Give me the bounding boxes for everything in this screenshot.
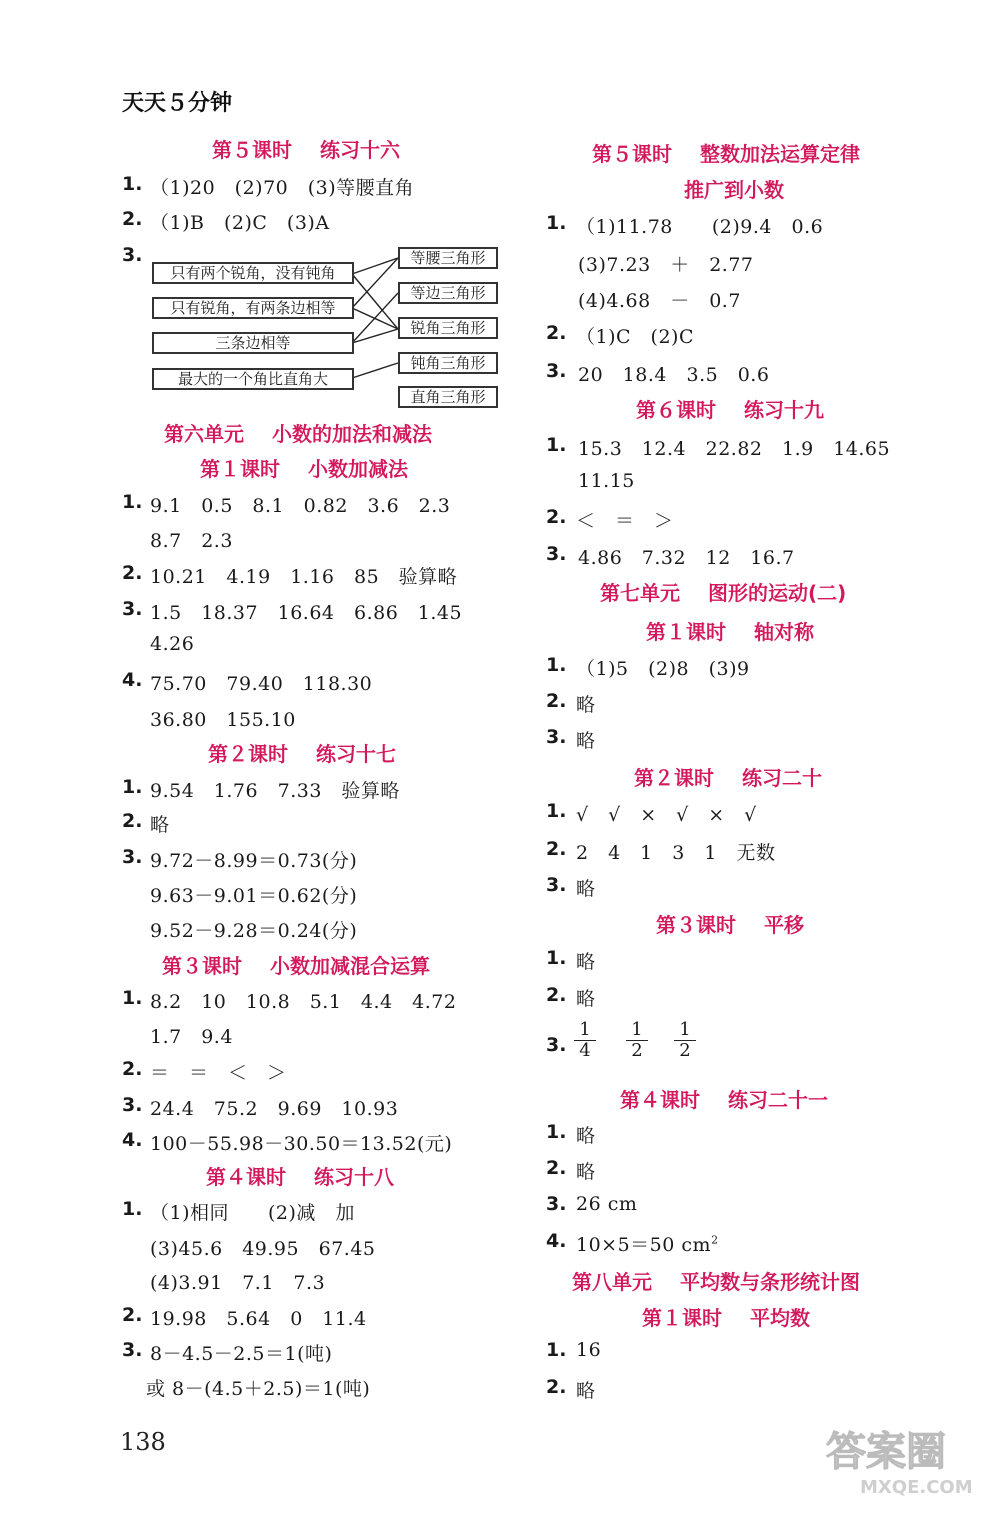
answer-line: 略 bbox=[576, 1125, 596, 1147]
lesson-heading: 第４课时 练习十八 bbox=[206, 1165, 394, 1189]
item-number: 3. bbox=[122, 244, 143, 266]
item-number: 4. bbox=[546, 1230, 567, 1252]
answer-line: 或 8－(4.5＋2.5)＝1(吨) bbox=[146, 1378, 371, 1400]
item-number: 1. bbox=[122, 776, 143, 798]
match-right-box: 直角三角形 bbox=[398, 386, 498, 408]
answer-line: （1)C (2)C bbox=[576, 326, 694, 348]
lesson-heading-cont: 推广到小数 bbox=[684, 178, 784, 202]
item-number: 1. bbox=[546, 800, 567, 822]
answer-line: 9.52－9.28＝0.24(分) bbox=[150, 920, 358, 942]
page-number: 138 bbox=[120, 1428, 166, 1456]
lesson-heading: 第２课时 练习二十 bbox=[634, 766, 822, 790]
answer-line: √ √ × √ × √ bbox=[576, 804, 757, 826]
answer-line: 19.98 5.64 0 11.4 bbox=[150, 1308, 367, 1330]
unit-heading: 第七单元 图形的运动(二) bbox=[600, 581, 847, 605]
fraction: $\frac{1}{4}$ bbox=[574, 1020, 596, 1061]
answer-line: (4)3.91 7.1 7.3 bbox=[150, 1272, 326, 1294]
answer-line: (4)4.68 － 0.7 bbox=[578, 290, 741, 312]
answer-line: 24.4 75.2 9.69 10.93 bbox=[150, 1098, 399, 1120]
match-left-box: 只有两个锐角，没有钝角 bbox=[152, 262, 354, 284]
item-number: 2. bbox=[122, 1304, 143, 1326]
item-number: 2. bbox=[122, 810, 143, 832]
answer-line: 2 4 1 3 1 无数 bbox=[576, 842, 776, 864]
match-right-box: 锐角三角形 bbox=[398, 317, 498, 339]
item-number: 3. bbox=[122, 846, 143, 868]
answer-line: 15.3 12.4 22.82 1.9 14.65 bbox=[578, 438, 891, 460]
item-number: 1. bbox=[122, 173, 143, 195]
unit-heading: 第八单元 平均数与条形统计图 bbox=[572, 1270, 860, 1294]
answer-line: （1)B (2)C (3)A bbox=[150, 212, 330, 234]
lesson-heading: 第３课时 小数加减混合运算 bbox=[162, 954, 430, 978]
answer-line: 4.86 7.32 12 16.7 bbox=[578, 547, 795, 569]
item-number: 1. bbox=[546, 1339, 567, 1361]
item-number: 4. bbox=[122, 1129, 143, 1151]
match-left-box: 最大的一个角比直角大 bbox=[152, 368, 354, 390]
answer-line: 略 bbox=[576, 878, 596, 900]
match-left-box: 三条边相等 bbox=[152, 332, 354, 354]
item-number: 1. bbox=[546, 212, 567, 234]
lesson-heading: 第１课时 轴对称 bbox=[646, 620, 814, 644]
item-number: 3. bbox=[122, 1094, 143, 1116]
item-number: 1. bbox=[546, 947, 567, 969]
lesson-heading: 第３课时 平移 bbox=[656, 913, 804, 937]
watermark-text: 答案圈 bbox=[826, 1429, 946, 1475]
answer-line: 略 bbox=[576, 694, 596, 716]
answer-line: ＝ ＝ ＜ ＞ bbox=[150, 1062, 287, 1084]
answer-line: （1)20 (2)70 (3)等腰直角 bbox=[150, 177, 415, 199]
item-number: 3. bbox=[546, 874, 567, 896]
item-number: 2. bbox=[546, 506, 567, 528]
item-number: 2. bbox=[546, 838, 567, 860]
item-number: 2. bbox=[122, 208, 143, 230]
item-number: 3. bbox=[546, 726, 567, 748]
item-number: 2. bbox=[546, 1157, 567, 1179]
answer-line: 75.70 79.40 118.30 bbox=[150, 673, 373, 695]
answer-line: 4.26 bbox=[150, 633, 195, 655]
item-number: 2. bbox=[546, 322, 567, 344]
item-number: 1. bbox=[546, 434, 567, 456]
lesson-heading: 第１课时 平均数 bbox=[642, 1306, 810, 1330]
answer-line: 8.7 2.3 bbox=[150, 530, 233, 552]
answer-line: 26 cm bbox=[576, 1193, 638, 1215]
watermark-url: MXQE.COM bbox=[860, 1477, 973, 1498]
fraction: $\frac{1}{2}$ bbox=[674, 1020, 696, 1061]
item-number: 3. bbox=[546, 360, 567, 382]
lesson-heading: 第５课时 练习十六 bbox=[212, 138, 400, 162]
item-number: 1. bbox=[546, 654, 567, 676]
answer-line: 10.21 4.19 1.16 85 验算略 bbox=[150, 566, 458, 588]
answer-line: 略 bbox=[576, 730, 596, 752]
match-left-box: 只有锐角，有两条边相等 bbox=[152, 297, 354, 319]
watermark-logo bbox=[820, 1413, 980, 1503]
item-number: 1. bbox=[546, 1121, 567, 1143]
item-number: 3. bbox=[546, 1034, 567, 1056]
lesson-heading: 第５课时 整数加法运算定律 bbox=[592, 142, 860, 166]
answer-line: （1)11.78 (2)9.4 0.6 bbox=[576, 216, 824, 238]
lesson-heading: 第１课时 小数加减法 bbox=[200, 457, 408, 481]
answer-line: 9.72－8.99＝0.73(分) bbox=[150, 850, 358, 872]
answer-line: (3)7.23 ＋ 2.77 bbox=[578, 254, 754, 276]
unit-heading: 第六单元 小数的加法和减法 bbox=[164, 422, 432, 446]
answer-line: 8.2 10 10.8 5.1 4.4 4.72 bbox=[150, 991, 457, 1013]
match-right-box: 等腰三角形 bbox=[398, 247, 498, 269]
fraction: $\frac{1}{2}$ bbox=[626, 1020, 648, 1061]
book-series-title: 天天５分钟 bbox=[122, 91, 233, 116]
answer-line: （1)5 (2)8 (3)9 bbox=[576, 658, 750, 680]
item-number: 3. bbox=[546, 543, 567, 565]
answer-line: 略 bbox=[576, 951, 596, 973]
answer-line: 11.15 bbox=[578, 470, 635, 492]
item-number: 2. bbox=[546, 984, 567, 1006]
item-number: 2. bbox=[546, 690, 567, 712]
answer-line: 1.5 18.37 16.64 6.86 1.45 bbox=[150, 602, 463, 624]
lesson-heading: 第６课时 练习十九 bbox=[636, 398, 824, 422]
answer-line: 10×5＝50 $cm^2$ bbox=[576, 1233, 719, 1256]
item-number: 4. bbox=[122, 669, 143, 691]
item-number: 1. bbox=[122, 491, 143, 513]
answer-line: 略 bbox=[576, 1380, 596, 1402]
answer-line: 100－55.98－30.50＝13.52(元) bbox=[150, 1133, 453, 1155]
lesson-heading: 第４课时 练习二十一 bbox=[620, 1088, 828, 1112]
answer-line: 36.80 155.10 bbox=[150, 709, 296, 731]
answer-line: 20 18.4 3.5 0.6 bbox=[578, 364, 770, 386]
item-number: 3. bbox=[122, 1339, 143, 1361]
item-number: 3. bbox=[546, 1193, 567, 1215]
item-number: 2. bbox=[546, 1376, 567, 1398]
answer-line: 略 bbox=[576, 1161, 596, 1183]
answer-line: （1)相同 (2)减 加 bbox=[150, 1202, 355, 1224]
answer-line: 1.7 9.4 bbox=[150, 1026, 233, 1048]
item-number: 2. bbox=[122, 562, 143, 584]
item-number: 3. bbox=[122, 598, 143, 620]
answer-line: 9.54 1.76 7.33 验算略 bbox=[150, 780, 400, 802]
answer-line: (3)45.6 49.95 67.45 bbox=[150, 1238, 376, 1260]
lesson-heading: 第２课时 练习十七 bbox=[208, 742, 396, 766]
answer-line: 略 bbox=[150, 814, 170, 836]
match-right-box: 钝角三角形 bbox=[398, 352, 498, 374]
match-right-box: 等边三角形 bbox=[398, 282, 498, 304]
answer-line: 16 bbox=[576, 1339, 602, 1361]
answer-line: 9.63－9.01＝0.62(分) bbox=[150, 885, 358, 907]
item-number: 1. bbox=[122, 1198, 143, 1220]
item-number: 1. bbox=[122, 987, 143, 1009]
answer-line: 略 bbox=[576, 988, 596, 1010]
answer-line: 9.1 0.5 8.1 0.82 3.6 2.3 bbox=[150, 495, 451, 517]
item-number: 2. bbox=[122, 1058, 143, 1080]
answer-line: 8－4.5－2.5＝1(吨) bbox=[150, 1343, 333, 1365]
answer-line: ＜ ＝ ＞ bbox=[576, 510, 674, 532]
